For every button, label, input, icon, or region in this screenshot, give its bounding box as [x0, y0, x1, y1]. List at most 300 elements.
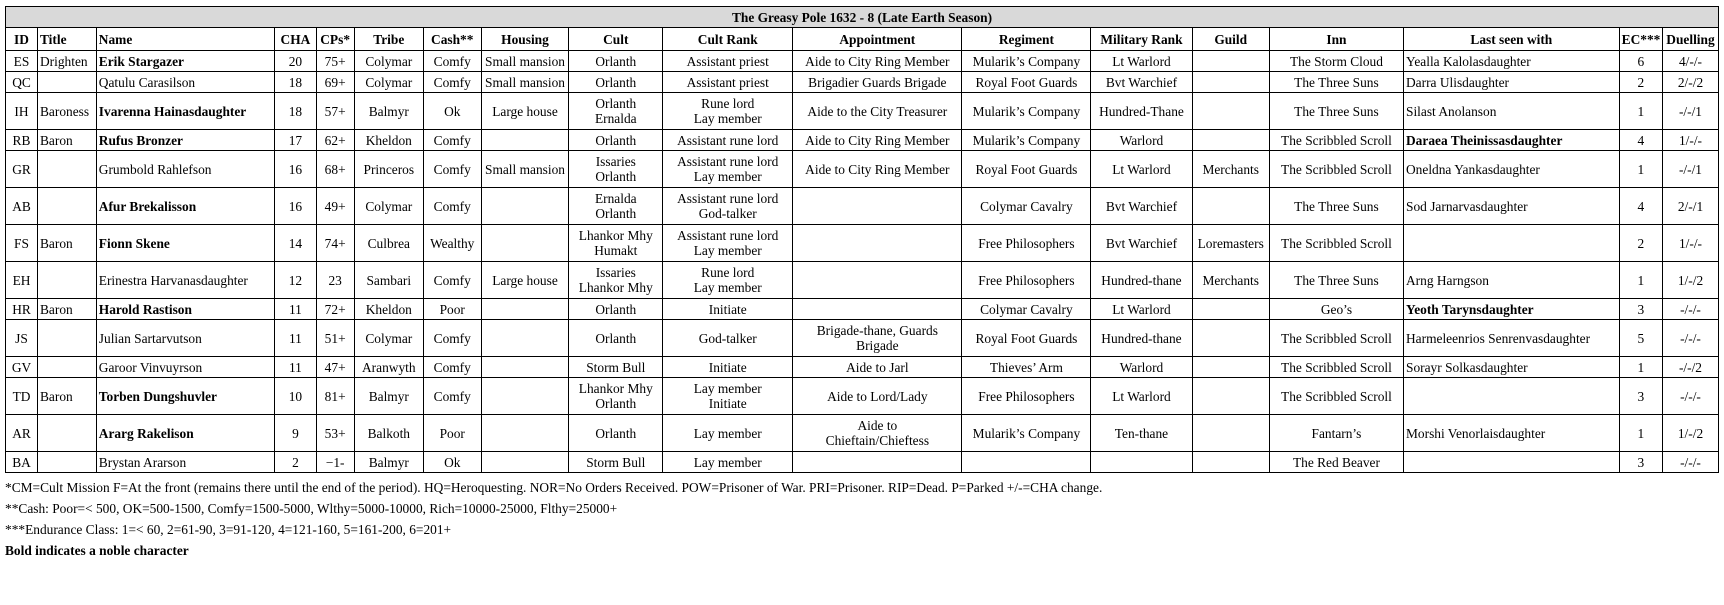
cell-last-seen-with: Harmeleenrios Senrenvasdaughter: [1404, 320, 1620, 357]
header-guild: Guild: [1192, 28, 1269, 51]
cell-cult-line: Humakt: [594, 243, 638, 258]
cell-cult-rank: [663, 151, 793, 188]
cell-ec: 1: [1619, 151, 1662, 188]
cell-inn: The Three Suns: [1269, 72, 1403, 93]
cell-duelling: -/-/2: [1662, 357, 1718, 378]
table-row: [6, 225, 1719, 262]
cell-cult-rank-line: Rune lord: [701, 96, 755, 111]
cell-guild: [1192, 378, 1269, 415]
cell-id: IH: [6, 93, 38, 130]
header-cps: CPs*: [316, 28, 354, 51]
cell-appointment: [793, 320, 962, 357]
cell-cult-rank: [663, 320, 793, 357]
cell-ec: 6: [1619, 51, 1662, 72]
cell-duelling: -/-/-: [1662, 299, 1718, 320]
cell-cult-line: Ernalda: [594, 191, 637, 206]
cell-military-rank: [1091, 452, 1192, 473]
cell-military-rank: Lt Warlord: [1091, 51, 1192, 72]
cell-cult-rank-line: Lay member: [693, 454, 762, 470]
table-row: [6, 151, 1719, 188]
cell-cash: Comfy: [423, 188, 481, 225]
cell-last-seen-with: [1404, 378, 1620, 415]
cell-guild: Merchants: [1192, 151, 1269, 188]
cell-cash: Comfy: [423, 320, 481, 357]
cell-tribe: Balmyr: [354, 452, 423, 473]
header-duelling: Duelling: [1662, 28, 1718, 51]
table-row: [6, 72, 1719, 93]
cell-cps: 74+: [316, 225, 354, 262]
cell-id: ES: [6, 51, 38, 72]
cell-id: AR: [6, 415, 38, 452]
cell-appointment: [793, 130, 962, 151]
table-row: [6, 452, 1719, 473]
cell-military-rank: Hundred-thane: [1091, 262, 1192, 299]
cell-tribe: Colymar: [354, 72, 423, 93]
cell-military-rank: Bvt Warchief: [1091, 72, 1192, 93]
cell-cult-rank-line: Assistant rune lord: [677, 154, 779, 169]
cell-id: FS: [6, 225, 38, 262]
cell-cult: [569, 378, 663, 415]
cell-cha: 11: [275, 357, 316, 378]
cell-cult-line: Orlanth: [595, 53, 637, 69]
cell-cult: [569, 452, 663, 473]
cell-regiment: [962, 452, 1091, 473]
cell-guild: [1192, 415, 1269, 452]
cell-ec: 2: [1619, 225, 1662, 262]
cell-cult: [569, 188, 663, 225]
cell-housing: Small mansion: [481, 51, 569, 72]
cell-military-rank: Hundred-thane: [1091, 320, 1192, 357]
cell-regiment: Royal Foot Guards: [962, 320, 1091, 357]
cell-cash: Poor: [423, 415, 481, 452]
cell-cps: 69+: [316, 72, 354, 93]
cell-id: GR: [6, 151, 38, 188]
cell-tribe: Balmyr: [354, 378, 423, 415]
cell-last-seen-with: [1404, 452, 1620, 473]
cell-guild: [1192, 130, 1269, 151]
cell-cult-rank: [663, 130, 793, 151]
cell-inn: The Scribbled Scroll: [1269, 378, 1403, 415]
cell-tribe: Colymar: [354, 188, 423, 225]
cell-title: Baron: [37, 378, 96, 415]
cell-title: [37, 262, 96, 299]
table-row: [6, 188, 1719, 225]
cell-housing: [481, 225, 569, 262]
cell-housing: Large house: [481, 262, 569, 299]
cell-title: Baroness: [37, 93, 96, 130]
cell-last-seen-with: Daraea Theinissasdaughter: [1404, 130, 1620, 151]
cell-cha: 11: [275, 299, 316, 320]
cell-cha: 14: [275, 225, 316, 262]
cell-cult: [569, 357, 663, 378]
cell-cps: 75+: [316, 51, 354, 72]
header-title: Title: [37, 28, 96, 51]
table-row: [6, 415, 1719, 452]
cell-cult-rank-line: God-talker: [698, 330, 757, 346]
cell-cha: 9: [275, 415, 316, 452]
cell-cash: Comfy: [423, 72, 481, 93]
cell-appointment-line: Aide to City Ring Member: [805, 132, 950, 148]
cell-last-seen-with: Darra Ulisdaughter: [1404, 72, 1620, 93]
cell-guild: [1192, 357, 1269, 378]
cell-duelling: 4/-/-: [1662, 51, 1718, 72]
cell-last-seen-with: Sod Jarnarvasdaughter: [1404, 188, 1620, 225]
cell-id: JS: [6, 320, 38, 357]
cell-cult-line: Ernalda: [594, 111, 637, 126]
cell-cult: [569, 262, 663, 299]
cell-inn: Geo’s: [1269, 299, 1403, 320]
cell-guild: [1192, 51, 1269, 72]
cell-cult-line: Issaries: [595, 154, 636, 169]
cell-last-seen-with: Oneldna Yankasdaughter: [1404, 151, 1620, 188]
cell-name: Ararg Rakelison: [96, 415, 275, 452]
cell-name: Rufus Bronzer: [96, 130, 275, 151]
cell-last-seen-with: Yeoth Tarynsdaughter: [1404, 299, 1620, 320]
cell-appointment-line: Chieftain/Chieftess: [825, 433, 930, 448]
cell-appointment-line: Brigadier Guards Brigade: [808, 74, 947, 90]
table-row: [6, 320, 1719, 357]
cell-cult-rank-line: God-talker: [698, 206, 757, 221]
cell-id: RB: [6, 130, 38, 151]
cell-ec: 1: [1619, 262, 1662, 299]
cell-cult-rank-line: Assistant priest: [686, 53, 769, 69]
cell-appointment: [793, 415, 962, 452]
cell-cult: [569, 299, 663, 320]
cell-inn: The Scribbled Scroll: [1269, 225, 1403, 262]
cell-name: Harold Rastison: [96, 299, 275, 320]
cell-appointment: [793, 262, 962, 299]
cell-inn: The Scribbled Scroll: [1269, 130, 1403, 151]
cell-cps: 47+: [316, 357, 354, 378]
cell-name: Julian Sartarvutson: [96, 320, 275, 357]
cell-cult: [569, 151, 663, 188]
cell-cash: Comfy: [423, 357, 481, 378]
cell-cha: 17: [275, 130, 316, 151]
cell-tribe: Balkoth: [354, 415, 423, 452]
cell-appointment: [793, 93, 962, 130]
cell-ec: 4: [1619, 130, 1662, 151]
cell-duelling: 1/-/-: [1662, 225, 1718, 262]
cell-cash: Comfy: [423, 130, 481, 151]
cell-cult-rank-line: Assistant rune lord: [677, 228, 779, 243]
header-housing: Housing: [481, 28, 569, 51]
cell-cps: 68+: [316, 151, 354, 188]
cell-cult-line: Orlanth: [595, 396, 637, 411]
cell-cult-line: Orlanth: [595, 425, 637, 441]
cell-cult-line: Lhankor Mhy: [578, 381, 653, 396]
cell-housing: [481, 188, 569, 225]
cell-id: TD: [6, 378, 38, 415]
cell-cps: 51+: [316, 320, 354, 357]
cell-name: Erinestra Harvanasdaughter: [96, 262, 275, 299]
cell-cult-rank: [663, 452, 793, 473]
cell-duelling: 1/-/-: [1662, 130, 1718, 151]
cell-tribe: Colymar: [354, 51, 423, 72]
cell-duelling: 1/-/2: [1662, 415, 1718, 452]
cell-cult-rank-line: Rune lord: [701, 265, 755, 280]
table-row: [6, 357, 1719, 378]
cell-cult-line: Orlanth: [595, 301, 637, 317]
cell-tribe: Culbrea: [354, 225, 423, 262]
cell-ec: 5: [1619, 320, 1662, 357]
table-row: [6, 130, 1719, 151]
cell-ec: 1: [1619, 93, 1662, 130]
cell-id: QC: [6, 72, 38, 93]
cell-housing: [481, 299, 569, 320]
cell-ec: 1: [1619, 357, 1662, 378]
cell-last-seen-with: Arng Harngson: [1404, 262, 1620, 299]
cell-duelling: -/-/1: [1662, 93, 1718, 130]
cell-cult-rank: [663, 93, 793, 130]
cell-name: Fionn Skene: [96, 225, 275, 262]
cell-regiment: Free Philosophers: [962, 262, 1091, 299]
cell-cps: 62+: [316, 130, 354, 151]
cell-cps: 81+: [316, 378, 354, 415]
cell-appointment: [793, 378, 962, 415]
cell-military-rank: Bvt Warchief: [1091, 188, 1192, 225]
cell-title: [37, 452, 96, 473]
cell-inn: The Three Suns: [1269, 93, 1403, 130]
cell-tribe: Kheldon: [354, 299, 423, 320]
cell-housing: [481, 320, 569, 357]
header-cash: Cash**: [423, 28, 481, 51]
cell-cult-rank: [663, 378, 793, 415]
cell-cash: Wealthy: [423, 225, 481, 262]
cell-name: Afur Brekalisson: [96, 188, 275, 225]
cell-cult-rank: [663, 262, 793, 299]
cell-appointment-line: Aide to City Ring Member: [805, 161, 950, 177]
header-regiment: Regiment: [962, 28, 1091, 51]
header-tribe: Tribe: [354, 28, 423, 51]
cell-last-seen-with: Morshi Venorlaisdaughter: [1404, 415, 1620, 452]
cell-title: Baron: [37, 225, 96, 262]
cell-military-rank: Hundred-Thane: [1091, 93, 1192, 130]
header-appointment: Appointment: [793, 28, 962, 51]
cell-cha: 18: [275, 72, 316, 93]
cell-appointment-line: Aide to: [857, 418, 898, 433]
cell-duelling: 2/-/1: [1662, 188, 1718, 225]
cell-duelling: -/-/-: [1662, 320, 1718, 357]
cell-cha: 18: [275, 93, 316, 130]
cell-title: [37, 151, 96, 188]
cell-cult-line: Orlanth: [595, 169, 637, 184]
greasy-pole-sheet: [5, 6, 1719, 561]
footnote-bold: Bold indicates a noble character: [5, 543, 189, 558]
cell-last-seen-with: Silast Anolanson: [1404, 93, 1620, 130]
cell-regiment: Free Philosophers: [962, 378, 1091, 415]
cell-appointment: [793, 452, 962, 473]
cell-housing: [481, 452, 569, 473]
header-name: Name: [96, 28, 275, 51]
cell-appointment-line: Aide to City Ring Member: [805, 53, 950, 69]
cell-regiment: Mularik’s Company: [962, 130, 1091, 151]
cell-id: AB: [6, 188, 38, 225]
cell-cps: 72+: [316, 299, 354, 320]
cell-appointment: [793, 188, 962, 225]
cell-military-rank: Lt Warlord: [1091, 299, 1192, 320]
cell-appointment: [793, 225, 962, 262]
cell-regiment: Colymar Cavalry: [962, 299, 1091, 320]
cell-cult: [569, 415, 663, 452]
cell-cult-line: Storm Bull: [586, 454, 646, 470]
cell-appointment: [793, 151, 962, 188]
cell-inn: The Red Beaver: [1269, 452, 1403, 473]
cell-guild: Merchants: [1192, 262, 1269, 299]
cell-housing: [481, 378, 569, 415]
cell-name: Grumbold Rahlefson: [96, 151, 275, 188]
cell-appointment-line: Aide to Jarl: [846, 359, 909, 375]
cell-military-rank: Lt Warlord: [1091, 151, 1192, 188]
cell-cult-rank: [663, 188, 793, 225]
header-cult-rank: Cult Rank: [663, 28, 793, 51]
cell-housing: Small mansion: [481, 72, 569, 93]
cell-cash: Ok: [423, 93, 481, 130]
header-cult: Cult: [569, 28, 663, 51]
cell-cult-line: Orlanth: [595, 74, 637, 90]
cell-title: [37, 320, 96, 357]
cell-cult-rank: [663, 357, 793, 378]
cell-title: Baron: [37, 299, 96, 320]
cell-name: Erik Stargazer: [96, 51, 275, 72]
header-row: [6, 28, 1719, 51]
cell-cult-rank-line: Assistant priest: [686, 74, 769, 90]
cell-cha: 16: [275, 188, 316, 225]
header-last-seen-with: Last seen with: [1404, 28, 1620, 51]
cell-military-rank: Ten-thane: [1091, 415, 1192, 452]
table-row: [6, 93, 1719, 130]
cell-name: Garoor Vinvuyrson: [96, 357, 275, 378]
cell-cult: [569, 72, 663, 93]
cell-cps: −1-: [316, 452, 354, 473]
cell-id: BA: [6, 452, 38, 473]
cell-cult-rank: [663, 415, 793, 452]
cell-cult: [569, 320, 663, 357]
cell-name: Qatulu Carasilson: [96, 72, 275, 93]
table-row: [6, 262, 1719, 299]
cell-military-rank: Bvt Warchief: [1091, 225, 1192, 262]
cell-cult-line: Orlanth: [595, 132, 637, 148]
cell-name: Torben Dungshuvler: [96, 378, 275, 415]
footnotes: [5, 477, 1719, 561]
cell-tribe: Aranwyth: [354, 357, 423, 378]
cell-tribe: Balmyr: [354, 93, 423, 130]
table-row: [6, 378, 1719, 415]
cell-cult-rank-line: Lay member: [693, 425, 762, 441]
cell-guild: [1192, 320, 1269, 357]
cell-tribe: Princeros: [354, 151, 423, 188]
header-ec: EC***: [1619, 28, 1662, 51]
cell-cult-line: Issaries: [595, 265, 636, 280]
cell-appointment: [793, 299, 962, 320]
cell-title: Drighten: [37, 51, 96, 72]
footnote-orders: *CM=Cult Mission F=At the front (remains there until the end of the period). HQ=Heroquesting. NOR=No Orders Received. POW=Prisoner of War. PRI=Prisoner. RIP=Dead. P=Parked +/-=CHA change.: [5, 480, 1103, 495]
cell-guild: [1192, 452, 1269, 473]
table-row: [6, 51, 1719, 72]
cell-title: [37, 72, 96, 93]
cell-cps: 53+: [316, 415, 354, 452]
cell-housing: Large house: [481, 93, 569, 130]
cell-tribe: Kheldon: [354, 130, 423, 151]
cell-last-seen-with: Yealla Kalolasdaughter: [1404, 51, 1620, 72]
cell-regiment: Thieves’ Arm: [962, 357, 1091, 378]
cell-cha: 2: [275, 452, 316, 473]
header-military-rank: Military Rank: [1091, 28, 1192, 51]
cell-cult-rank: [663, 225, 793, 262]
cell-cult-rank-line: Assistant rune lord: [677, 132, 779, 148]
cell-cult-rank: [663, 51, 793, 72]
cell-duelling: -/-/1: [1662, 151, 1718, 188]
cell-guild: Loremasters: [1192, 225, 1269, 262]
cell-duelling: 2/-/2: [1662, 72, 1718, 93]
cell-appointment-line: Brigade: [856, 338, 899, 353]
cell-appointment: [793, 51, 962, 72]
cell-cult-rank-line: Initiate: [708, 301, 747, 317]
cell-inn: The Scribbled Scroll: [1269, 151, 1403, 188]
cell-inn: The Three Suns: [1269, 188, 1403, 225]
cell-cult-rank-line: Lay member: [693, 111, 762, 126]
cell-cps: 57+: [316, 93, 354, 130]
cell-housing: [481, 415, 569, 452]
cell-name: Brystan Ararson: [96, 452, 275, 473]
cell-regiment: Mularik’s Company: [962, 51, 1091, 72]
cell-title: [37, 357, 96, 378]
cell-id: HR: [6, 299, 38, 320]
cell-cult-line: Orlanth: [595, 330, 637, 346]
cell-title: [37, 188, 96, 225]
cell-housing: [481, 130, 569, 151]
cell-cult-rank: [663, 72, 793, 93]
cell-inn: The Storm Cloud: [1269, 51, 1403, 72]
cell-guild: [1192, 72, 1269, 93]
cell-cult-rank-line: Lay member: [693, 243, 762, 258]
cell-cult: [569, 225, 663, 262]
cell-cps: 23: [316, 262, 354, 299]
cell-inn: The Three Suns: [1269, 262, 1403, 299]
cell-cult-line: Lhankor Mhy: [578, 228, 653, 243]
cell-name: Ivarenna Hainasdaughter: [96, 93, 275, 130]
header-inn: Inn: [1269, 28, 1403, 51]
cell-tribe: Sambari: [354, 262, 423, 299]
cell-guild: [1192, 188, 1269, 225]
cell-cult-line: Orlanth: [595, 96, 637, 111]
table-title: The Greasy Pole 1632 - 8 (Late Earth Season): [6, 7, 1719, 28]
cell-housing: Small mansion: [481, 151, 569, 188]
cell-regiment: Mularik’s Company: [962, 93, 1091, 130]
cell-ec: 2: [1619, 72, 1662, 93]
cell-regiment: Mularik’s Company: [962, 415, 1091, 452]
cell-regiment: Royal Foot Guards: [962, 151, 1091, 188]
cell-cult-rank: [663, 299, 793, 320]
cell-cult-line: Orlanth: [595, 206, 637, 221]
footnote-cash: **Cash: Poor=< 500, OK=500-1500, Comfy=1500-5000, Wlthy=5000-10000, Rich=10000-25000, Flthy=25000+: [5, 501, 618, 516]
footnote-endurance: ***Endurance Class: 1=< 60, 2=61-90, 3=91-120, 4=121-160, 5=161-200, 6=201+: [5, 522, 452, 537]
cell-appointment: [793, 357, 962, 378]
cell-cult-rank-line: Lay member: [693, 169, 762, 184]
cell-cash: Comfy: [423, 151, 481, 188]
cell-cha: 11: [275, 320, 316, 357]
cell-regiment: Royal Foot Guards: [962, 72, 1091, 93]
header-id: ID: [6, 28, 38, 51]
cell-appointment-line: Aide to Lord/Lady: [827, 388, 928, 404]
cell-ec: 1: [1619, 415, 1662, 452]
greasy-pole-table: [5, 6, 1719, 473]
cell-cult-rank-line: Initiate: [708, 359, 747, 375]
cell-inn: Fantarn’s: [1269, 415, 1403, 452]
cell-cash: Ok: [423, 452, 481, 473]
cell-tribe: Colymar: [354, 320, 423, 357]
cell-duelling: -/-/-: [1662, 378, 1718, 415]
cell-cult-rank-line: Lay member: [693, 280, 762, 295]
